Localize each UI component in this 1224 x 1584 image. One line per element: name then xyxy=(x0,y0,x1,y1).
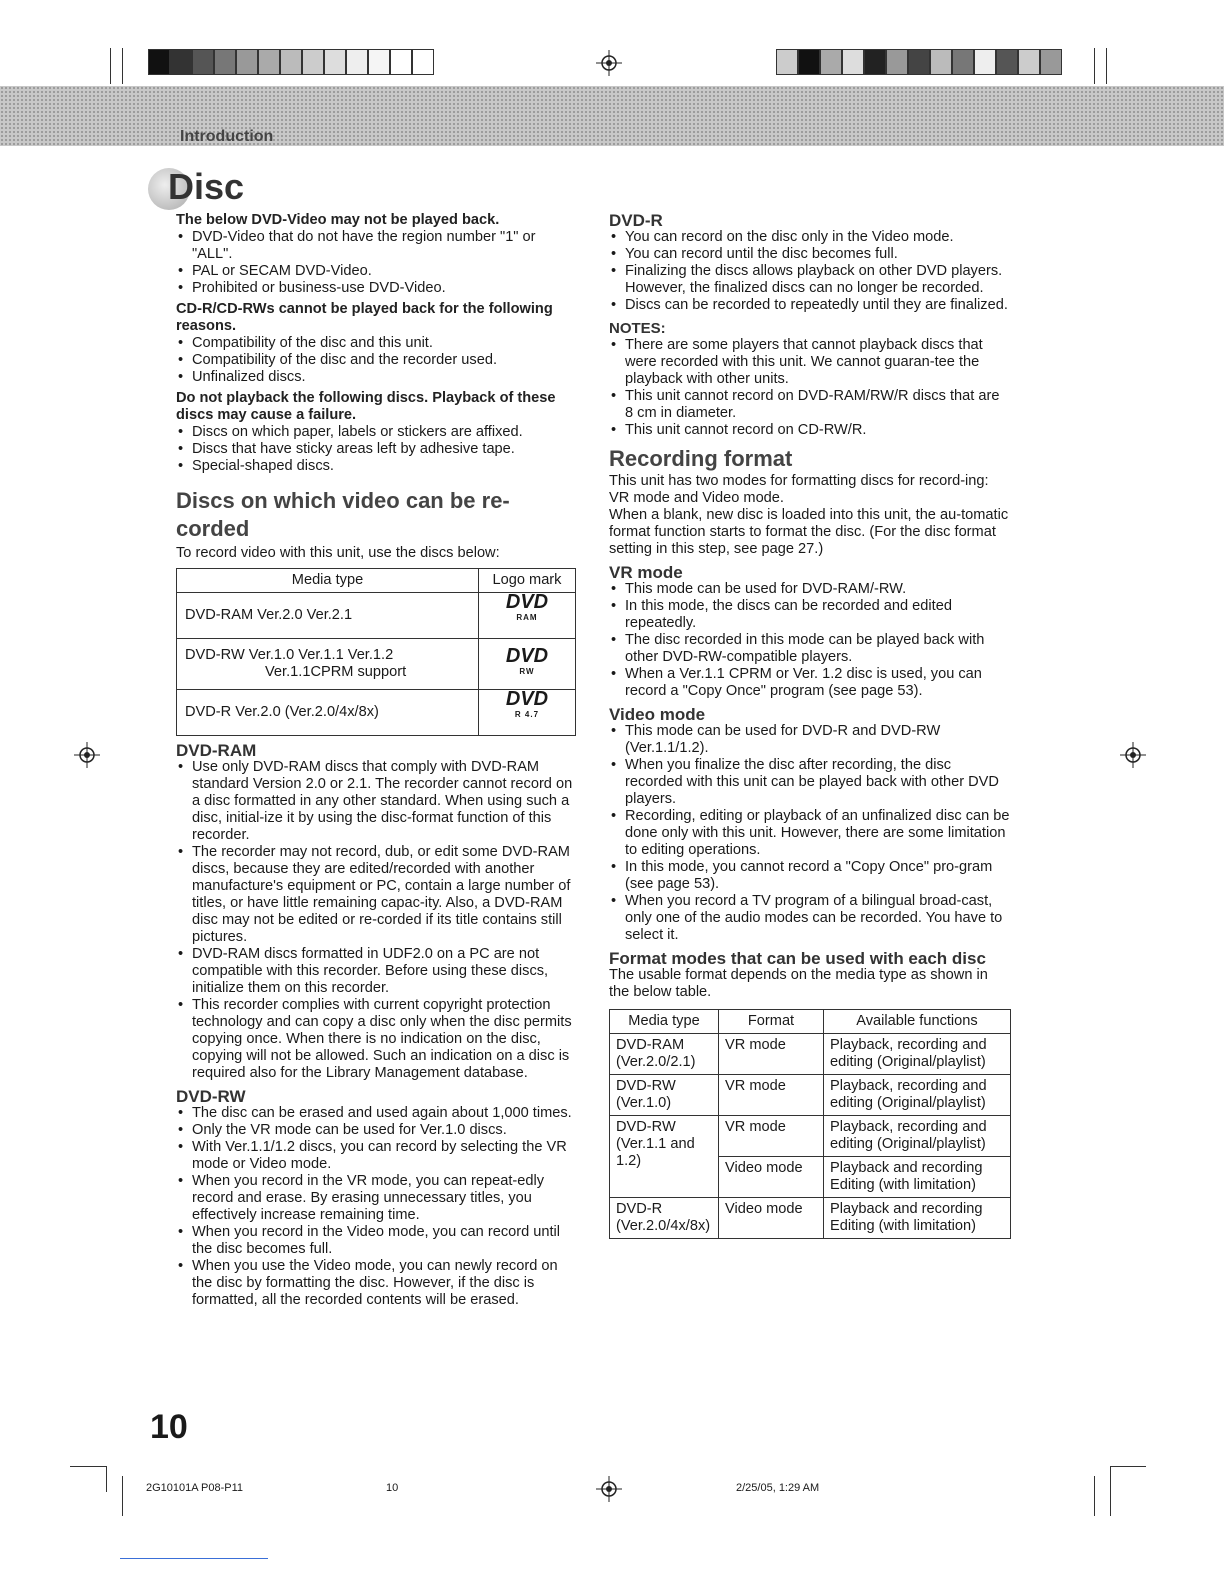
registration-mark-icon xyxy=(1120,742,1146,768)
media-table xyxy=(176,568,576,736)
fmt-intro: The usable format depends on the media type as shown in the below table. xyxy=(609,967,988,1000)
list-item: • This unit cannot record on CD-RW/R. xyxy=(625,422,1011,439)
list-item: • Use only DVD-RAM discs that comply with DVD-RAM standard Version 2.0 or 2.1. The recorder cannot record on a disc formatted in any other standard. When using such a disc, initial-ize it by using the disc-format function of this recorder. xyxy=(192,759,578,844)
logo-cell xyxy=(479,690,576,736)
right-column xyxy=(609,212,1011,1239)
dont-heading: Do not playback the following discs. Playback of these discs may cause a failure. xyxy=(176,390,556,423)
media-cell: DVD-RW Ver.1.0 Ver.1.1 Ver.1.2 Ver.1.1CPRM support xyxy=(177,639,479,690)
table-row xyxy=(610,1075,1011,1116)
list-item: • When you finalize the disc after recording, the disc recorded with this unit can be played back with other DVD players. xyxy=(625,757,1011,808)
not-played-list xyxy=(176,229,578,297)
crop-mark xyxy=(1110,1466,1111,1516)
not-played-heading: The below DVD-Video may not be played back. xyxy=(176,212,500,228)
list-item: • When you record a TV program of a bilingual broad-cast, only one of the audio modes can be recorded. You have to select it. xyxy=(625,893,1011,944)
left-column xyxy=(176,212,578,1309)
media-cell: DVD-RW (Ver.1.1 and 1.2) xyxy=(610,1116,719,1198)
cd-list xyxy=(176,335,578,386)
table-row xyxy=(610,1116,1011,1157)
crop-mark xyxy=(70,1466,106,1467)
list-item: • There are some players that cannot playback discs that were recorded with this unit. We cannot guaran-tee the playback with other units. xyxy=(625,337,1011,388)
list-item: • Discs can be recorded to repeatedly until they are finalized. xyxy=(625,297,1011,314)
list-item: • DVD-RAM discs formatted in UDF2.0 on a PC are not compatible with this recorder. Before using these discs, initialize them on this recorder. xyxy=(192,946,578,997)
list-item: • This mode can be used for DVD-R and DVD-RW (Ver.1.1/1.2). xyxy=(625,723,1011,757)
media-cell: DVD-RW (Ver.1.0) xyxy=(610,1075,719,1116)
divider xyxy=(120,1558,268,1559)
list-item: • The recorder may not record, dub, or edit some DVD-RAM discs, because they are edited/recorded with another manufacture's equipment or PC, contain a large number of titles, or have little remaining capac-ity. Also, a DVD-RAM disc may not be edited or re-corded if its title contains still pictures. xyxy=(192,844,578,946)
list-item: • With Ver.1.1/1.2 discs, you can record by selecting the VR mode or Video mode. xyxy=(192,1139,578,1173)
record-heading: Discs on which video can be re-corded xyxy=(176,488,510,541)
list-item: • The disc can be erased and used again about 1,000 times. xyxy=(192,1105,578,1122)
list-item: • This mode can be used for DVD-RAM/-RW. xyxy=(625,581,1011,598)
list-item: • Special-shaped discs. xyxy=(192,458,578,475)
function-cell: Playback, recording and editing (Original/playlist) xyxy=(824,1075,1011,1116)
format-cell: VR mode xyxy=(719,1116,824,1157)
list-item: • Prohibited or business-use DVD-Video. xyxy=(192,280,578,297)
crop-mark xyxy=(1110,1466,1146,1467)
list-item: • Recording, editing or playback of an unfinalized disc can be done only with this unit. However, there are some limitation to editing operations. xyxy=(625,808,1011,859)
table-row xyxy=(610,1034,1011,1075)
function-cell: Playback, recording and editing (Original/playlist) xyxy=(824,1116,1011,1157)
list-item: • In this mode, the discs can be recorded and edited repeatedly. xyxy=(625,598,1011,632)
list-item: • Only the VR mode can be used for Ver.1.0 discs. xyxy=(192,1122,578,1139)
media-cell: DVD-RAM Ver.2.0 Ver.2.1 xyxy=(177,593,479,639)
dvd-ram-logo-icon: DVD RAM xyxy=(505,591,549,622)
dvdram-list xyxy=(176,759,578,1082)
list-item: • You can record on the disc only in the Video mode. xyxy=(625,229,1011,246)
dont-list xyxy=(176,424,578,475)
format-cell: VR mode xyxy=(719,1075,824,1116)
dvd-r-logo-icon: DVD R 4.7 xyxy=(505,688,549,719)
media-table-header: Logo mark xyxy=(479,569,576,593)
format-cell: Video mode xyxy=(719,1157,824,1198)
dvdr-heading: DVD-R xyxy=(609,211,663,230)
page-number: 10 xyxy=(150,1408,188,1446)
record-intro: To record video with this unit, use the discs below: xyxy=(176,545,500,561)
recfmt-p2: When a blank, new disc is loaded into this unit, the au-tomatic format function starts to format the disc. (For the disc format setting in this step, see page 27.) xyxy=(609,507,1009,557)
list-item: • When you record in the VR mode, you can repeat-edly record and erase. By erasing unnecessary titles, you effectively increase remaining time. xyxy=(192,1173,578,1224)
format-table xyxy=(609,1009,1011,1239)
dvdrw-heading: DVD-RW xyxy=(176,1087,246,1106)
cd-heading: CD-R/CD-RWs cannot be played back for the following reasons. xyxy=(176,301,553,334)
crop-mark xyxy=(106,1466,107,1492)
function-cell: Playback, recording and editing (Original/playlist) xyxy=(824,1034,1011,1075)
footer-date: 2/25/05, 1:29 AM xyxy=(736,1482,820,1494)
format-table-header: Available functions xyxy=(824,1010,1011,1034)
list-item: • You can record until the disc becomes full. xyxy=(625,246,1011,263)
media-cell: DVD-R Ver.2.0 (Ver.2.0/4x/8x) xyxy=(177,690,479,736)
format-table-header: Media type xyxy=(610,1010,719,1034)
crop-mark xyxy=(122,48,123,84)
list-item: • Unfinalized discs. xyxy=(192,369,578,386)
list-item: • Compatibility of the disc and the recorder used. xyxy=(192,352,578,369)
dvd-rw-logo-icon: DVD RW xyxy=(505,644,549,676)
notes-heading: NOTES: xyxy=(609,320,666,337)
registration-mark-icon xyxy=(596,1476,622,1502)
recfmt-p1: This unit has two modes for formatting discs for record-ing: VR mode and Video mode. xyxy=(609,473,989,506)
crop-mark xyxy=(1106,48,1107,84)
list-item: • DVD-Video that do not have the region number "1" or "ALL". xyxy=(192,229,578,263)
footer-page: 10 xyxy=(386,1482,399,1494)
list-item: • This unit cannot record on DVD-RAM/RW/R discs that are 8 cm in diameter. xyxy=(625,388,1011,422)
media-cell: DVD-RAM (Ver.2.0/2.1) xyxy=(610,1034,719,1075)
recfmt-heading: Recording format xyxy=(609,446,793,471)
table-row xyxy=(177,690,576,736)
list-item: • Discs that have sticky areas left by adhesive tape. xyxy=(192,441,578,458)
crop-mark xyxy=(1094,48,1095,84)
video-heading: Video mode xyxy=(609,705,706,724)
vr-list xyxy=(609,581,1011,700)
crop-mark xyxy=(1094,1476,1095,1516)
list-item: • Compatibility of the disc and this unit. xyxy=(192,335,578,352)
footer-code: 2G10101A P08-P11 xyxy=(146,1482,244,1494)
list-item: • Discs on which paper, labels or stickers are affixed. xyxy=(192,424,578,441)
list-item: • Finalizing the discs allows playback on other DVD players. However, the finalized discs can no longer be recorded. xyxy=(625,263,1011,297)
list-item: • The disc recorded in this mode can be played back with other DVD-RW-compatible players. xyxy=(625,632,1011,666)
video-list xyxy=(609,723,1011,944)
table-row xyxy=(177,639,576,690)
table-row xyxy=(177,593,576,639)
dvdr-list xyxy=(609,229,1011,314)
dvdram-heading: DVD-RAM xyxy=(176,741,257,760)
list-item: • In this mode, you cannot record a "Copy Once" pro-gram (see page 53). xyxy=(625,859,1011,893)
section-title: Introduction xyxy=(180,128,274,145)
registration-mark-icon xyxy=(74,742,100,768)
list-item: • When you use the Video mode, you can newly record on the disc by formatting the disc. However, if the disc is formatted, all the recorded contents will be erased. xyxy=(192,1258,578,1309)
list-item: • This recorder complies with current copyright protection technology and can copy a disc only when the disc permits copying once. When there is no indication on the disc, copying will not be allowed. Such an indication on a disc is required also for the Library Management database. xyxy=(192,997,578,1082)
function-cell: Playback and recording Editing (with limitation) xyxy=(824,1198,1011,1239)
crop-mark xyxy=(110,48,111,84)
dvdrw-list xyxy=(176,1105,578,1309)
list-item: • When you record in the Video mode, you can record until the disc becomes full. xyxy=(192,1224,578,1258)
format-table-header: Format xyxy=(719,1010,824,1034)
list-item: • When a Ver.1.1 CPRM or Ver. 1.2 disc is used, you can record a "Copy Once" program (see page 53). xyxy=(625,666,1011,700)
fmt-heading: Format modes that can be used with each disc xyxy=(609,949,986,968)
color-bar-left xyxy=(148,49,434,75)
registration-mark-icon xyxy=(596,50,622,76)
notes-list xyxy=(609,337,1011,439)
logo-cell xyxy=(479,593,576,639)
page-title: Disc xyxy=(148,166,244,210)
function-cell: Playback and recording Editing (with limitation) xyxy=(824,1157,1011,1198)
format-cell: Video mode xyxy=(719,1198,824,1239)
crop-mark xyxy=(122,1476,123,1516)
media-table-header: Media type xyxy=(177,569,479,593)
logo-cell xyxy=(479,639,576,690)
list-item: • PAL or SECAM DVD-Video. xyxy=(192,263,578,280)
table-row xyxy=(610,1198,1011,1239)
color-bar-right xyxy=(776,49,1062,75)
format-cell: VR mode xyxy=(719,1034,824,1075)
media-cell: DVD-R (Ver.2.0/4x/8x) xyxy=(610,1198,719,1239)
vr-heading: VR mode xyxy=(609,563,683,582)
